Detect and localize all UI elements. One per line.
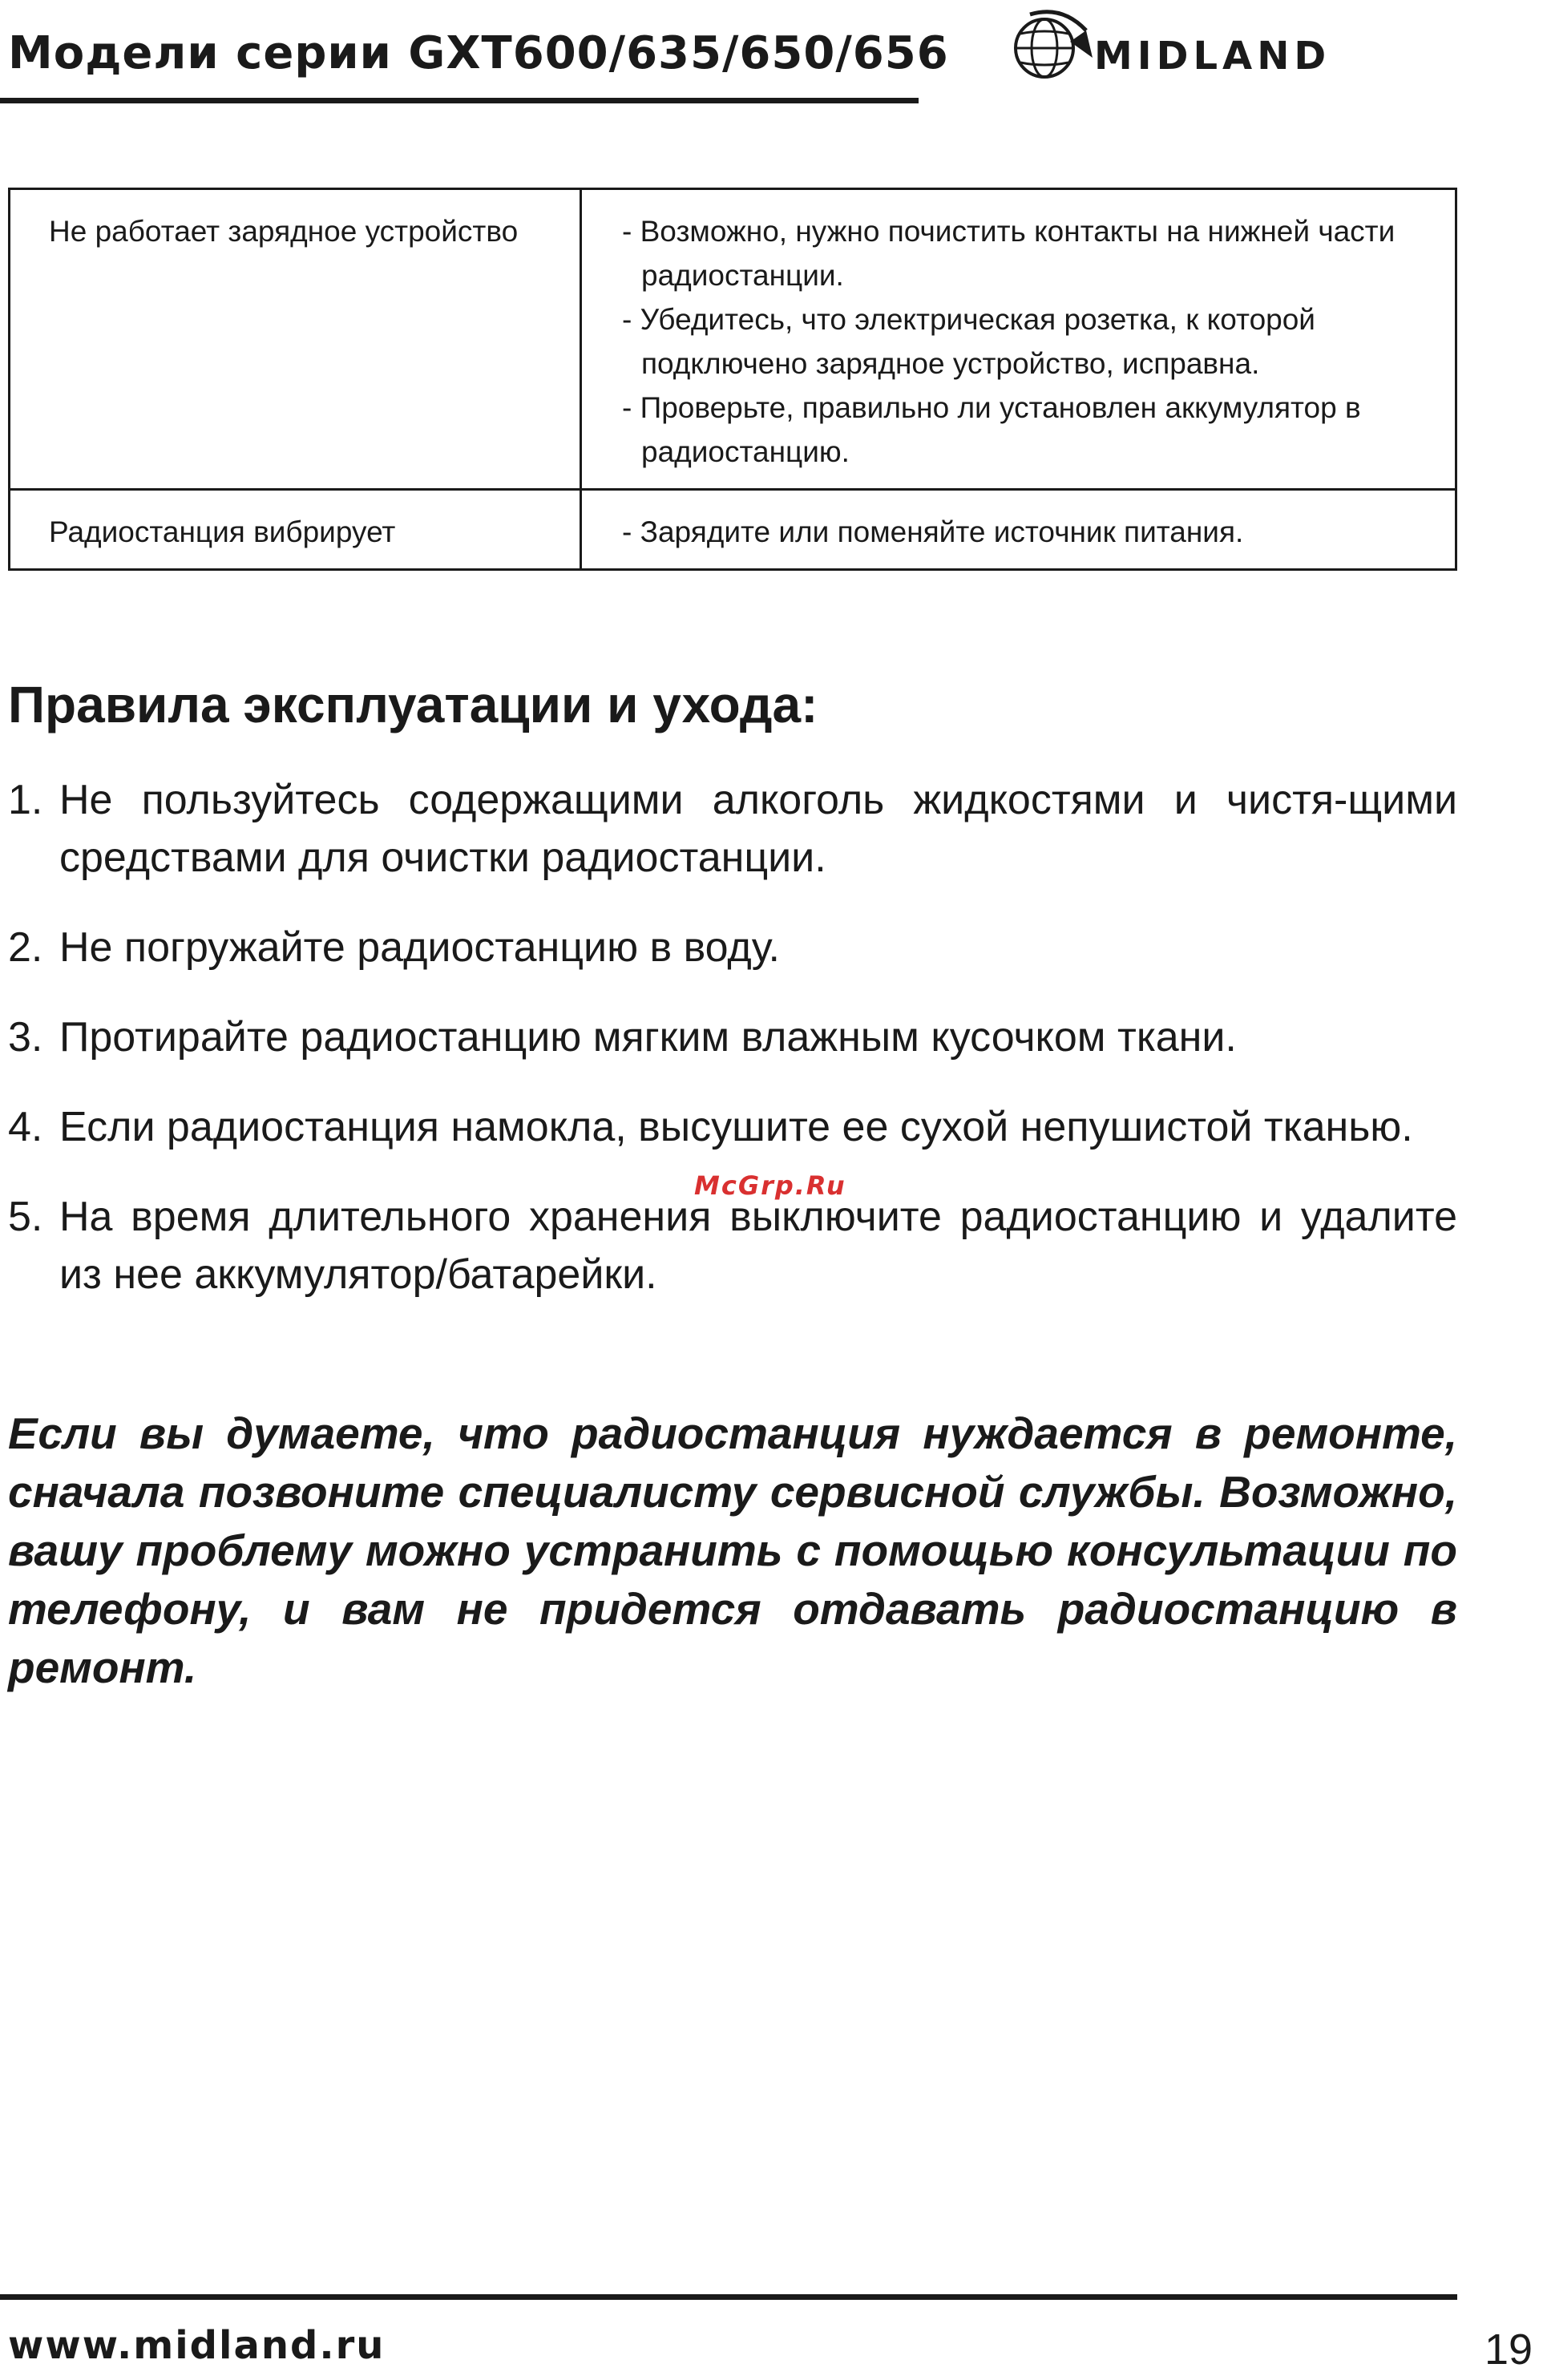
care-item <box>8 771 1457 887</box>
care-item-number: 1. <box>8 777 43 823</box>
troubleshooting-row <box>10 490 1456 570</box>
care-item-text: Не погружайте радиостанцию в воду. <box>59 924 781 971</box>
header-title: Модели серии GXT600/635/650/656 <box>8 27 949 79</box>
globe-icon <box>1006 6 1094 87</box>
care-item <box>8 1098 1457 1156</box>
problem-cell: Радиостанция вибрирует <box>10 490 581 570</box>
care-item-number: 4. <box>8 1104 43 1150</box>
service-note: Если вы думаете, что радиостанция нуждается в ремонте, сначала позвоните специалисту сервисной службы. Возможно, вашу проблему можно устранить с помощью консультации по телефону, и вам не придется отдавать радиостанцию в ремонт. <box>8 1408 1457 1692</box>
brand-logo <box>1006 6 1455 87</box>
care-heading: Правила эксплуатации и ухода: <box>8 676 818 733</box>
care-item-text: На время длительного хранения выключите радиостанцию и удалите из нее аккумулятор/батарейки. <box>59 1194 1457 1298</box>
care-item-text: Не пользуйтесь содержащими алкоголь жидкостями и чистя-щими средствами для очистки радиостанции. <box>59 777 1457 881</box>
brand-name: MIDLAND <box>1094 34 1331 79</box>
header-divider <box>0 98 919 103</box>
solution-line: - Зарядите или поменяйте источник питания. <box>622 515 1244 548</box>
page-number: 19 <box>1484 2325 1533 2374</box>
solutions-cell <box>581 490 1456 570</box>
footer-url[interactable]: www.midland.ru <box>8 2323 386 2368</box>
troubleshooting-table <box>8 188 1457 571</box>
solution-line: - Убедитесь, что электрическая розетка, к которой подключено зарядное устройство, исправна. <box>622 303 1315 380</box>
care-item-text: Если радиостанция намокла, высушите ее сухой непушистой тканью. <box>59 1104 1413 1150</box>
solution-line: - Проверьте, правильно ли установлен аккумулятор в радиостанцию. <box>622 391 1361 468</box>
troubleshooting-row <box>10 189 1456 490</box>
watermark: McGrp.Ru <box>694 1170 846 1201</box>
solutions-cell <box>581 189 1456 490</box>
care-item <box>8 919 1457 976</box>
care-item-number: 3. <box>8 1014 43 1061</box>
care-item-text: Протирайте радиостанцию мягким влажным кусочком ткани. <box>59 1014 1237 1061</box>
footer-divider <box>0 2294 1457 2300</box>
problem-cell: Не работает зарядное устройство <box>10 189 581 490</box>
care-item <box>8 1188 1457 1303</box>
care-item-number: 2. <box>8 924 43 971</box>
solution-line: - Возможно, нужно почистить контакты на нижней части радиостанции. <box>622 215 1396 292</box>
care-item-number: 5. <box>8 1194 43 1240</box>
care-list <box>8 771 1457 1335</box>
care-item <box>8 1008 1457 1066</box>
